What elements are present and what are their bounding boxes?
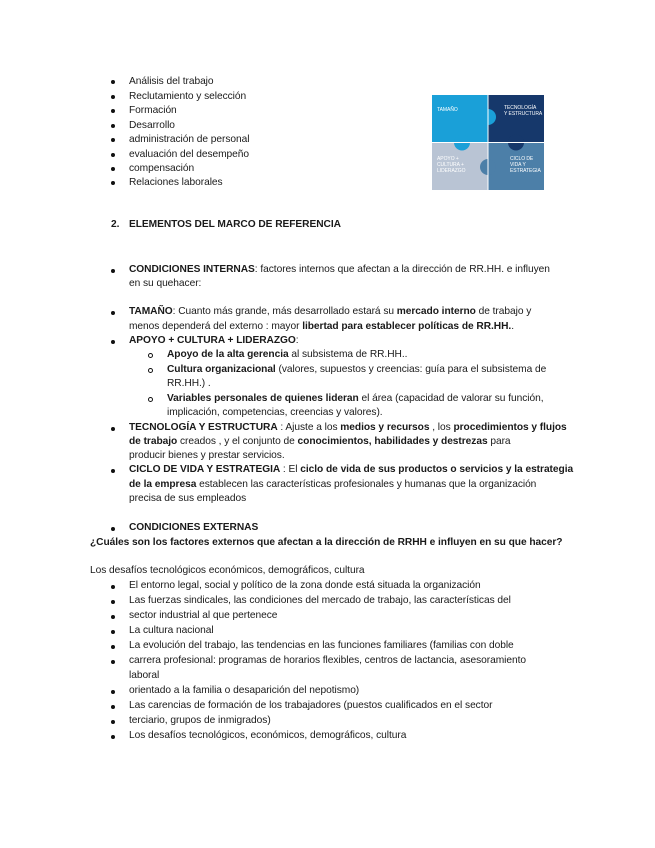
technology-text: para (487, 436, 511, 447)
sub-item-bold: Apoyo de la alta gerencia (167, 349, 289, 360)
puzzle-label: CULTURA + (437, 162, 464, 168)
lifecycle-line (129, 479, 536, 490)
technology-label: TECNOLOGÍA Y ESTRUCTURA (129, 422, 278, 433)
puzzle-label: LIDERAZGO (437, 168, 466, 174)
list-item: Análisis del trabajo (129, 76, 214, 87)
lifecycle-text: establecen las características profesionales y humanas que la organización (196, 479, 537, 490)
list-item: sector industrial al que pertenece (129, 610, 278, 621)
puzzle-label: Y ESTRUCTURA (504, 111, 543, 117)
list-item: Las fuerzas sindicales, las condiciones del mercado de trabajo, las características del (129, 595, 511, 606)
bullet (111, 124, 115, 128)
support-line (129, 335, 299, 346)
bullet (111, 690, 115, 694)
internal-conditions-line (129, 264, 550, 275)
external-intro: Los desafíos tecnológicos económicos, demográficos, cultura (90, 565, 365, 576)
sub-bullet (148, 397, 153, 402)
size-text: . (511, 321, 514, 332)
technology-line (129, 436, 511, 447)
size-text: de trabajo y (475, 306, 532, 317)
bullet (111, 630, 115, 634)
section-number: 2. (111, 219, 120, 230)
puzzle-label: APOYO + (437, 156, 459, 162)
bullet (111, 340, 115, 344)
list-item: Los desafíos tecnológicos, económicos, demográficos, cultura (129, 730, 407, 741)
bullet (111, 181, 115, 185)
sub-item-text: el área (capacidad de valorar su función, (358, 393, 544, 404)
section-title: ELEMENTOS DEL MARCO DE REFERENCIA (129, 219, 341, 230)
list-item: carrera profesional: programas de horarios flexibles, centros de lactancia, asesoramiento (129, 655, 527, 666)
bullet (111, 269, 115, 273)
technology-bold: medios y recursos (340, 422, 430, 433)
list-item: terciario, grupos de inmigrados) (129, 715, 271, 726)
puzzle-label: TAMAÑO (437, 107, 458, 113)
support-sub-item (167, 364, 546, 375)
list-item: Relaciones laborales (129, 177, 223, 188)
technology-text: creados , y el conjunto de (177, 436, 298, 447)
internal-conditions-text: en su quehacer: (129, 278, 202, 289)
lifecycle-text: precisa de sus empleados (129, 493, 247, 504)
sub-item-text: al subsistema de RR.HH.. (288, 349, 408, 360)
list-item: La evolución del trabajo, las tendencias en las funciones familiares (familias con doble (129, 640, 514, 651)
lifecycle-text: : El (280, 464, 301, 475)
bullet (111, 80, 115, 84)
puzzle-image (432, 95, 544, 190)
sub-item-bold: Variables personales de quienes lideran (167, 393, 359, 404)
puzzle-label: VIDA Y (510, 162, 526, 168)
external-conditions-label: CONDICIONES EXTERNAS (129, 522, 259, 533)
sub-item-text: RR.HH.) . (167, 378, 211, 389)
bullet (111, 95, 115, 99)
size-bold: libertad para establecer políticas de RR.HH. (302, 321, 512, 332)
puzzle-label: ESTRATEGIA (510, 168, 541, 174)
sub-item-text: implicación, competencias, creencias y valores). (167, 407, 383, 418)
bullet (111, 109, 115, 113)
internal-conditions-label: CONDICIONES INTERNAS (129, 264, 255, 275)
support-label: APOYO + CULTURA + LIDERAZGO (129, 335, 296, 346)
bullet (111, 705, 115, 709)
puzzle-label: TECNOLOGÍA (504, 105, 537, 111)
bullet (111, 311, 115, 315)
sub-bullet (148, 368, 153, 373)
list-item: Las carencias de formación de los trabajadores (puestos cualificados en el sector (129, 700, 493, 711)
size-line (129, 321, 514, 332)
bullet (111, 527, 115, 531)
size-bold: mercado interno (396, 306, 476, 317)
lifecycle-bold: ciclo de vida de sus productos o servicios y la estrategia (300, 464, 574, 475)
sub-item-bold: Cultura organizacional (167, 364, 276, 375)
lifecycle-line (129, 464, 573, 475)
list-item: El entorno legal, social y político de la zona donde está situada la organización (129, 580, 481, 591)
list-item: Reclutamiento y selección (129, 91, 247, 102)
bullet (111, 585, 115, 589)
list-item: administración de personal (129, 134, 250, 145)
technology-text: , los (429, 422, 454, 433)
internal-conditions-text: : factores internos que afectan a la dirección de RR.HH. e influyen (254, 264, 550, 275)
technology-text: producir bienes y prestar servicios. (129, 450, 285, 461)
bullet (111, 153, 115, 157)
bullet (111, 167, 115, 171)
puzzle-label: CICLO DE (510, 156, 534, 162)
support-colon: : (295, 335, 299, 346)
sub-bullet (148, 353, 153, 358)
technology-line (129, 422, 567, 433)
list-item: evaluación del desempeño (129, 149, 250, 160)
bullet (111, 660, 115, 664)
bullet (111, 138, 115, 142)
list-item: La cultura nacional (129, 625, 214, 636)
external-question: ¿Cuáles son los factores externos que afectan a la dirección de RRHH e influyen en su que hacer? (90, 537, 563, 548)
bullet (111, 615, 115, 619)
support-sub-item (167, 349, 407, 360)
lifecycle-bold: de la empresa (129, 479, 197, 490)
list-item: Desarrollo (129, 120, 175, 131)
list-item: Formación (129, 105, 177, 116)
support-sub-item (167, 393, 544, 404)
bullet (111, 735, 115, 739)
bullet (111, 600, 115, 604)
size-text: : Cuanto más grande, más desarrollado estará su (172, 306, 397, 317)
bullet (111, 427, 115, 431)
size-line (129, 306, 531, 317)
bullet (111, 720, 115, 724)
lifecycle-label: CICLO DE VIDA Y ESTRATEGIA (129, 464, 281, 475)
list-item-continuation: laboral (129, 670, 160, 681)
technology-bold: de trabajo (129, 436, 178, 447)
bullet (111, 469, 115, 473)
list-item: compensación (129, 163, 195, 174)
size-text: menos dependerá del externo : mayor (129, 321, 303, 332)
technology-bold: procedimientos y flujos (453, 422, 567, 433)
sub-item-text: (valores, supuestos y creencias: guía para el subsistema de (275, 364, 547, 375)
bullet (111, 645, 115, 649)
technology-text: : Ajuste a los (277, 422, 341, 433)
list-item: orientado a la familia o desaparición del nepotismo) (129, 685, 360, 696)
technology-bold: conocimientos, habilidades y destrezas (297, 436, 488, 447)
size-label: TAMAÑO (129, 306, 173, 317)
